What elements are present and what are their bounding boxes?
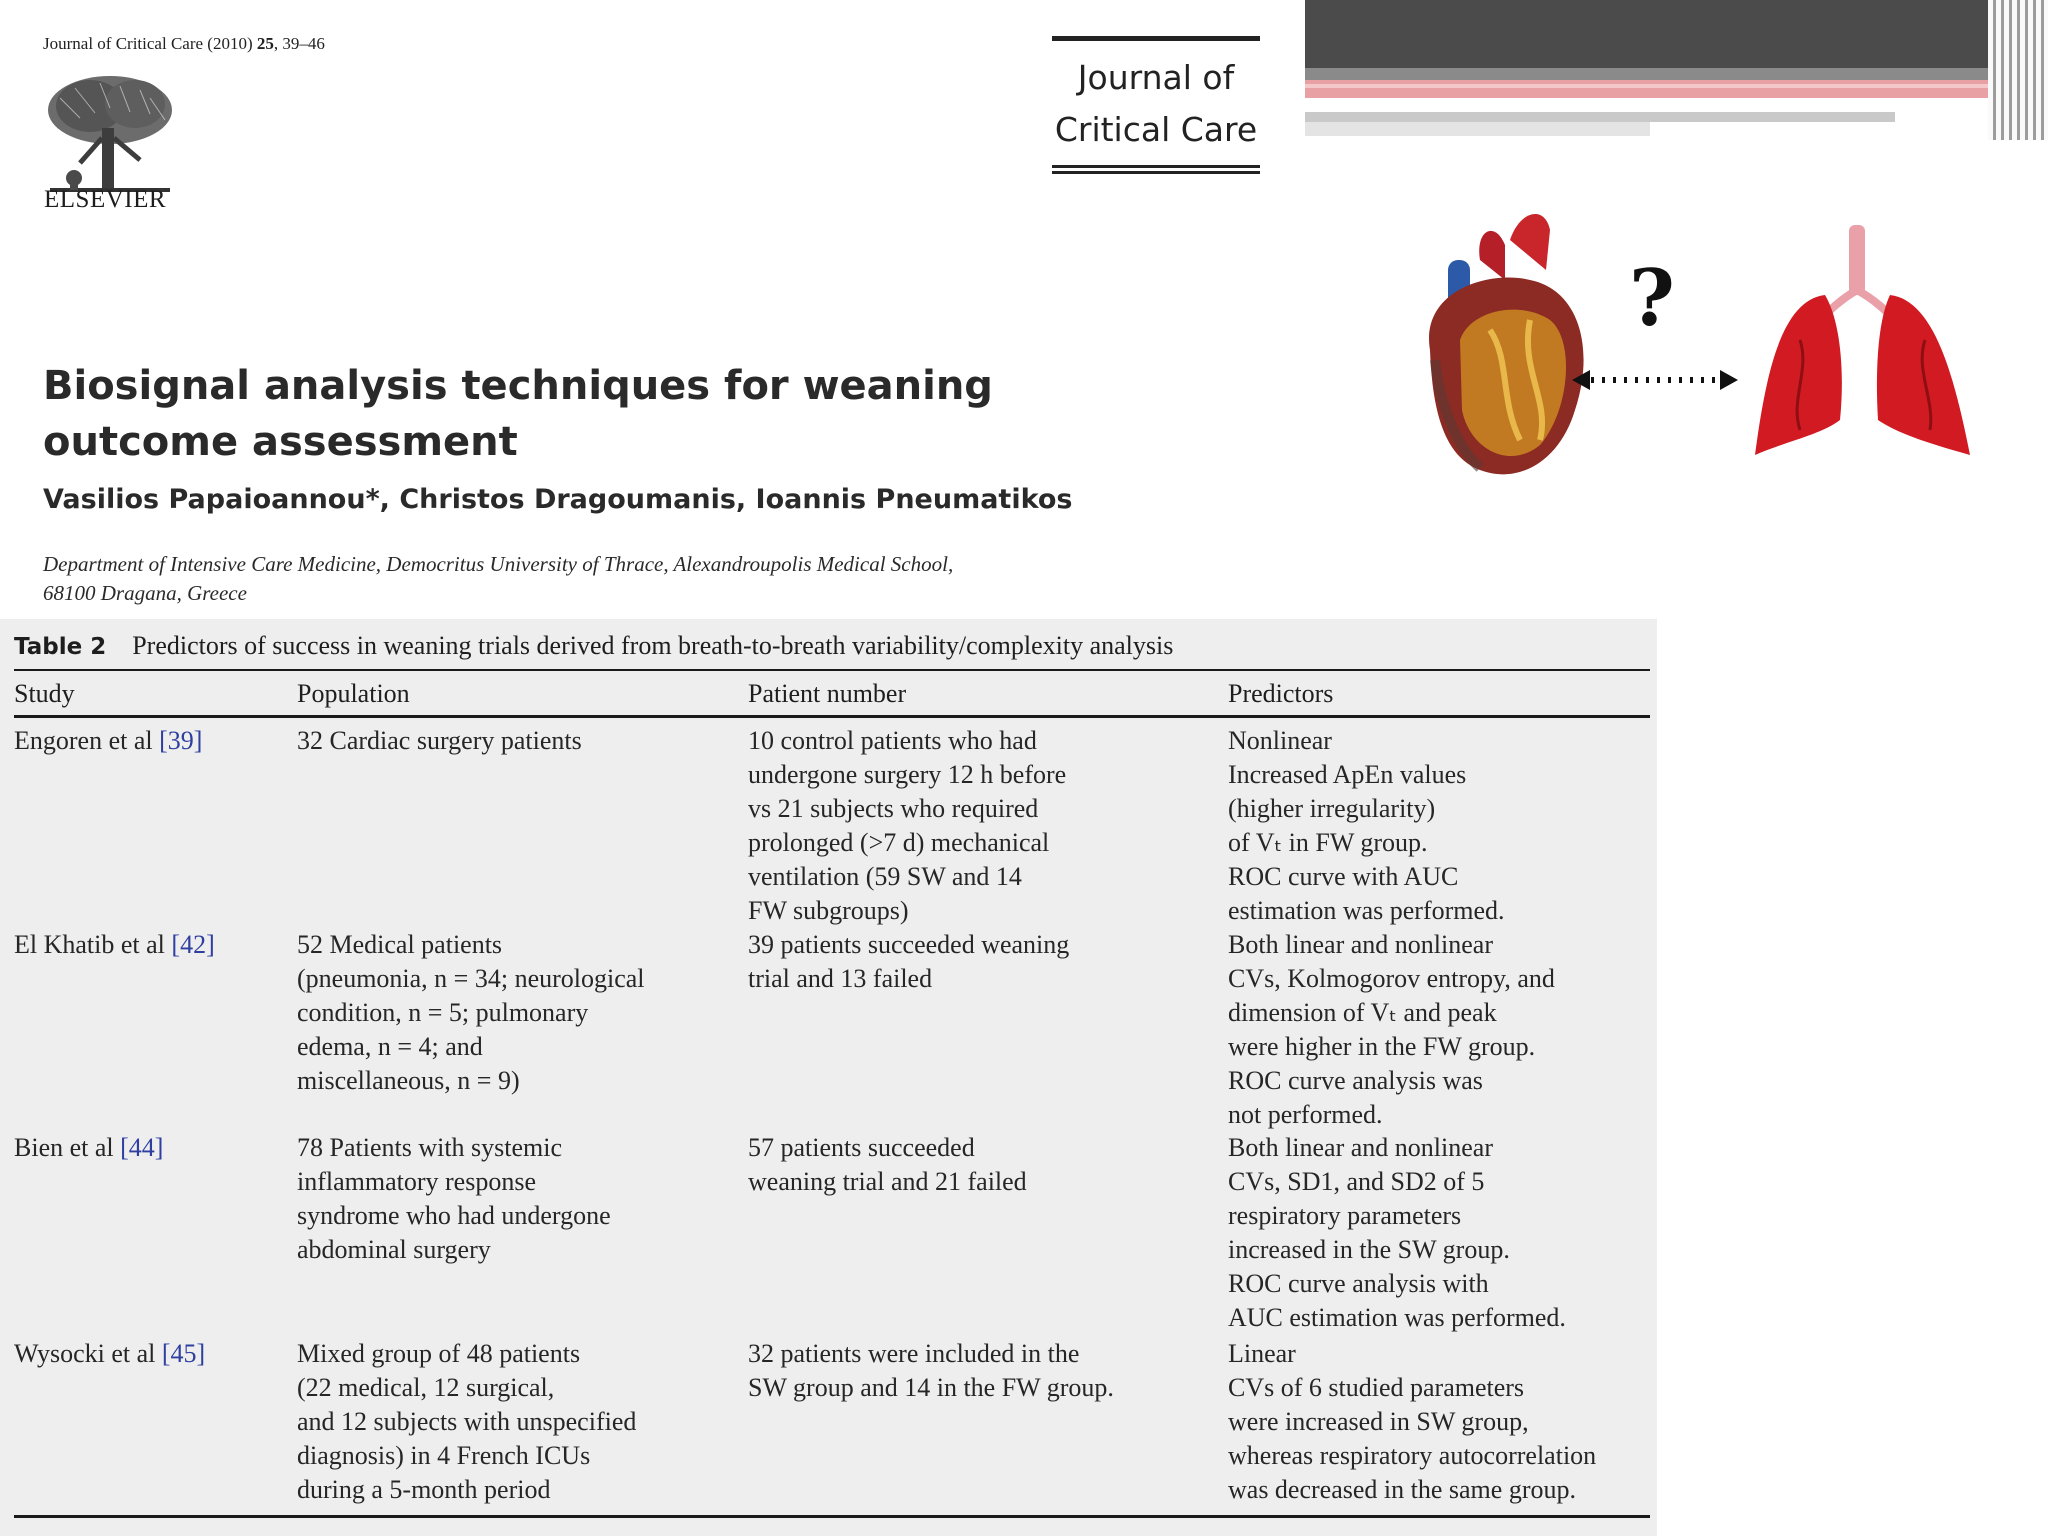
table-label: Table 2 (14, 634, 107, 660)
population-line: 78 Patients with systemic (297, 1133, 563, 1162)
population-line: condition, n = 5; pulmonary (297, 998, 589, 1027)
population-line: syndrome who had undergone (297, 1201, 611, 1230)
predictors-line: were increased in SW group, (1228, 1407, 1529, 1436)
population-line: diagnosis) in 4 French ICUs (297, 1441, 591, 1470)
table-top-rule (14, 669, 1650, 671)
predictors-line: Increased ApEn values (1228, 760, 1467, 789)
double-dotted-arrow-icon (1572, 370, 1738, 390)
patients-line: FW subgroups) (748, 896, 909, 925)
row-elkhatib-predictors (1228, 928, 1555, 1132)
reference-link[interactable]: [42] (171, 930, 215, 959)
population-line: and 12 subjects with unspecified (297, 1407, 637, 1436)
journal-name-line1: Journal of (1077, 58, 1235, 97)
patients-line: vs 21 subjects who required (748, 794, 1039, 823)
predictors-line: was decreased in the same group. (1228, 1475, 1576, 1504)
nameplate-bottom-rule (1052, 165, 1260, 174)
theme-bar-dark (1305, 0, 2048, 68)
patients-line: 39 patients succeeded weaning (748, 930, 1070, 959)
patients-line: 10 control patients who had (748, 726, 1037, 755)
article-title (43, 358, 1003, 470)
row-elkhatib-study (14, 928, 215, 962)
patients-line: 32 patients were included in the (748, 1339, 1080, 1368)
row-wysocki-study (14, 1337, 205, 1371)
predictors-table (0, 619, 1657, 1536)
nameplate-top-rule (1052, 36, 1260, 41)
theme-stripes (1988, 0, 2048, 140)
theme-bar-pink-highlight (1305, 84, 2048, 88)
predictors-line: ROC curve analysis was (1228, 1066, 1483, 1095)
heart-icon (1429, 214, 1584, 474)
patients-line: prolonged (>7 d) mechanical (748, 828, 1050, 857)
row-engoren-patients (748, 724, 1066, 928)
predictors-line: Both linear and nonlinear (1228, 1133, 1493, 1162)
citation-journal: Journal of Critical Care (2010) (43, 34, 253, 53)
affiliation-line2: 68100 Dragana, Greece (43, 581, 247, 605)
column-header-study: Study (14, 679, 75, 708)
patients-line: ventilation (59 SW and 14 (748, 862, 1022, 891)
journal-nameplate (1052, 36, 1260, 174)
predictors-line: AUC estimation was performed. (1228, 1303, 1566, 1332)
row-bien-study (14, 1131, 163, 1165)
heart-lung-illustration (1370, 200, 1980, 490)
table-header-rule (14, 715, 1650, 718)
study-name: Engoren et al (14, 726, 160, 755)
predictors-line: dimension of Vₜ and peak (1228, 998, 1497, 1027)
lungs-icon (1755, 225, 1970, 455)
row-wysocki-predictors (1228, 1337, 1596, 1507)
column-header-predictors: Predictors (1228, 679, 1334, 708)
question-mark: ? (1629, 253, 1675, 344)
row-bien-patients (748, 1131, 1027, 1199)
column-header-population: Population (297, 679, 410, 708)
reference-link[interactable]: [44] (120, 1133, 164, 1162)
study-name: Wysocki et al (14, 1339, 162, 1368)
article-title-line2: outcome assessment (43, 419, 518, 465)
predictors-line: (higher irregularity) (1228, 794, 1436, 823)
predictors-line: CVs, Kolmogorov entropy, and (1228, 964, 1555, 993)
population-line: abdominal surgery (297, 1235, 491, 1264)
population-line: miscellaneous, n = 9) (297, 1066, 520, 1095)
predictors-line: whereas respiratory autocorrelation (1228, 1441, 1597, 1470)
predictors-line: Linear (1228, 1339, 1296, 1368)
predictors-line: estimation was performed. (1228, 896, 1505, 925)
row-bien-predictors (1228, 1131, 1566, 1335)
theme-bar-lighter (1305, 122, 1650, 136)
study-name: Bien et al (14, 1133, 121, 1162)
population-line: Mixed group of 48 patients (297, 1339, 581, 1368)
article-affiliation (43, 550, 1143, 608)
journal-name-line2: Critical Care (1054, 110, 1258, 149)
predictors-line: were higher in the FW group. (1228, 1032, 1536, 1061)
row-engoren-study (14, 724, 202, 758)
predictors-line: CVs of 6 studied parameters (1228, 1373, 1525, 1402)
row-engoren-predictors (1228, 724, 1505, 928)
predictors-line: increased in the SW group. (1228, 1235, 1510, 1264)
patients-line: trial and 13 failed (748, 964, 933, 993)
predictors-line: CVs, SD1, and SD2 of 5 (1228, 1167, 1485, 1196)
row-engoren-population (297, 724, 582, 758)
row-elkhatib-patients (748, 928, 1069, 996)
article-authors: Vasilios Papaioannou*, Christos Dragoumanis, Ioannis Pneumatikos (43, 484, 1073, 515)
theme-bar-light (1305, 112, 1895, 122)
table-caption-text: Predictors of success in weaning trials derived from breath-to-breath variability/complexity analysis (132, 631, 1174, 660)
table-caption (14, 631, 1173, 661)
predictors-line: ROC curve analysis with (1228, 1269, 1489, 1298)
article-title-line1: Biosignal analysis techniques for weaning (43, 363, 993, 409)
row-bien-population (297, 1131, 611, 1267)
row-elkhatib-population (297, 928, 645, 1098)
column-header-patient-number: Patient number (748, 679, 907, 708)
publisher-name: ELSEVIER (44, 186, 167, 213)
population-line: edema, n = 4; and (297, 1032, 483, 1061)
row-wysocki-patients (748, 1337, 1114, 1405)
patients-line: SW group and 14 in the FW group. (748, 1373, 1114, 1402)
population-line: inflammatory response (297, 1167, 536, 1196)
population-line: 32 Cardiac surgery patients (297, 726, 582, 755)
reference-link[interactable]: [39] (159, 726, 203, 755)
theme-bar-pink (1305, 80, 2048, 98)
journal-name (1052, 52, 1260, 156)
predictors-line: not performed. (1228, 1100, 1383, 1129)
citation-volume: 25 (256, 34, 274, 53)
predictors-line: respiratory parameters (1228, 1201, 1462, 1230)
predictors-line: of Vₜ in FW group. (1228, 828, 1428, 857)
table-bottom-rule (14, 1515, 1650, 1518)
slide-theme-bars (1305, 0, 2048, 140)
citation-pages: , 39–46 (273, 34, 325, 53)
theme-bar-grey (1305, 68, 2048, 80)
predictors-line: ROC curve with AUC (1228, 862, 1459, 891)
affiliation-line1: Department of Intensive Care Medicine, Democritus University of Thrace, Alexandroupolis Medical School, (43, 552, 954, 576)
population-line: (22 medical, 12 surgical, (297, 1373, 555, 1402)
population-line: during a 5-month period (297, 1475, 551, 1504)
patients-line: weaning trial and 21 failed (748, 1167, 1027, 1196)
population-line: (pneumonia, n = 34; neurological (297, 964, 645, 993)
patients-line: 57 patients succeeded (748, 1133, 975, 1162)
predictors-line: Both linear and nonlinear (1228, 930, 1493, 959)
row-wysocki-population (297, 1337, 636, 1507)
patients-line: undergone surgery 12 h before (748, 760, 1067, 789)
journal-citation (43, 34, 325, 54)
population-line: 52 Medical patients (297, 930, 503, 959)
study-name: El Khatib et al (14, 930, 172, 959)
reference-link[interactable]: [45] (161, 1339, 206, 1368)
predictors-line: Nonlinear (1228, 726, 1332, 755)
